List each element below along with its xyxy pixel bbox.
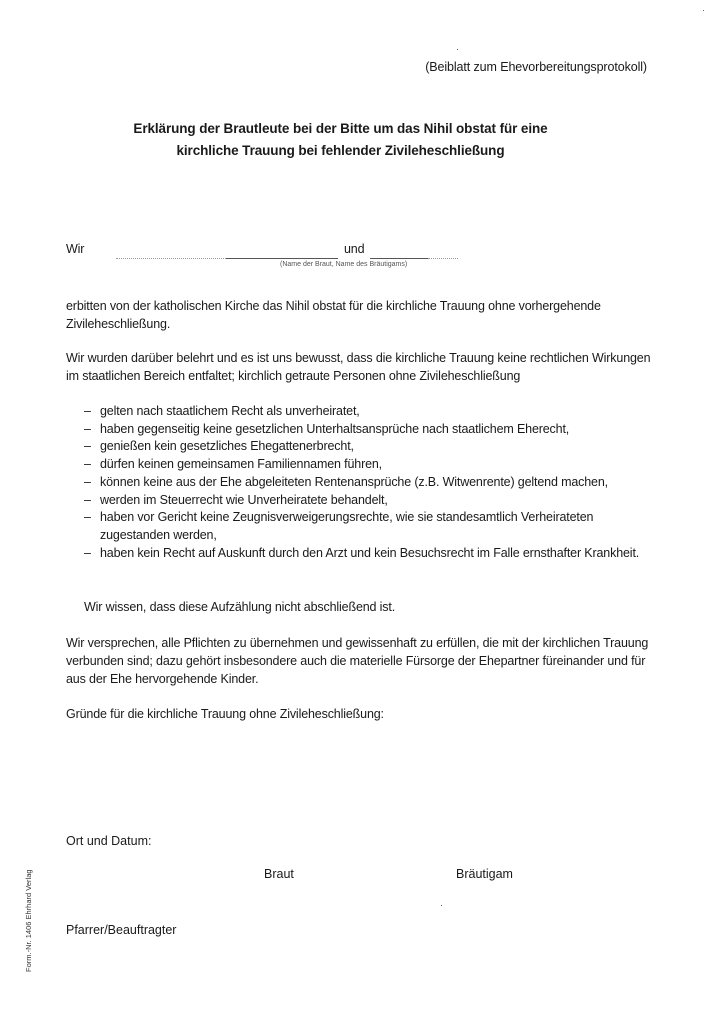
consequences-list: [84, 403, 664, 562]
list-item: – haben gegenseitig keine gesetzlichen Unterhaltsansprüche nach staatlichem Eherecht,: [84, 421, 664, 439]
list-dash: –: [84, 439, 91, 454]
bride-name-line: [226, 258, 338, 259]
scan-speck: [703, 10, 704, 11]
names-hint: (Name der Braut, Name des Bräutigams): [280, 261, 408, 268]
header-note: (Beiblatt zum Ehevorbereitungsprotokoll): [425, 60, 647, 74]
list-dash: –: [84, 510, 91, 525]
informed-paragraph: Wir wurden darüber belehrt und es ist uns bewusst, dass die kirchliche Trauung keine rechtlichen Wirkungen im staatlichen Bereich entfaltet; kirchlich getraute Personen ohne Zivileheschließung: [66, 351, 651, 383]
list-dash: –: [84, 492, 91, 507]
groom-name-dotted-line: [428, 258, 458, 259]
reasons-label: Gründe für die kirchliche Trauung ohne Zivileheschließung:: [66, 707, 384, 721]
list-item: – haben vor Gericht keine Zeugnisverweigerungsrechte, wie sie standesamtlich Verheirateten zugestanden werden,: [84, 510, 594, 542]
document-title-line-1: Erklärung der Brautleute bei der Bitte um das Nihil obstat für eine: [133, 121, 548, 136]
request-paragraph: erbitten von der katholischen Kirche das Nihil obstat für die kirchliche Trauung ohne vorhergehende Zivileheschließung.: [66, 299, 601, 331]
list-dash: –: [84, 474, 91, 489]
scan-speck: [457, 49, 458, 50]
list-dash: –: [84, 421, 91, 436]
list-item: – werden im Steuerrecht wie Unverheiratete behandelt,: [84, 492, 664, 510]
groom-signature-label: Bräutigam: [456, 867, 513, 881]
list-item: – dürfen keinen gemeinsamen Familiennamen führen,: [84, 456, 664, 474]
list-item: – gelten nach staatlichem Recht als unverheiratet,: [84, 403, 664, 421]
list-dash: –: [84, 457, 91, 472]
document-title-line-2: kirchliche Trauung bei fehlender Zivileheschließung: [176, 143, 505, 158]
names-prefix: Wir: [66, 242, 85, 256]
list-item: – haben kein Recht auf Auskunft durch den Arzt und kein Besuchsrecht im Falle ernsthafter Krankheit.: [84, 545, 664, 563]
promise-paragraph: Wir versprechen, alle Pflichten zu übernehmen und gewissenhaft zu erfüllen, die mit der kirchlichen Trauung verbunden sind; dazu gehört insbesondere auch die materielle Fürsorge der Ehepartner füreinander und für aus der Ehe hervorgehende Kinder.: [66, 636, 649, 686]
place-date-label: Ort und Datum:: [66, 834, 152, 848]
bride-name-dotted-line: [116, 258, 226, 259]
scan-speck: [441, 905, 442, 906]
bride-signature-label: Braut: [264, 867, 294, 881]
not-exhaustive-note: Wir wissen, dass diese Aufzählung nicht abschließend ist.: [84, 600, 396, 614]
list-dash: –: [84, 404, 91, 418]
list-dash: –: [84, 545, 91, 560]
list-item: – genießen kein gesetzliches Ehegattenerbrecht,: [84, 438, 664, 456]
groom-name-line: [370, 258, 428, 259]
names-conjunction: und: [344, 242, 365, 256]
pastor-signature-label: Pfarrer/Beauftragter: [66, 923, 177, 937]
form-number-note: Form.-Nr. 1406 Ehrhard Verlag: [24, 869, 33, 972]
list-item: – können keine aus der Ehe abgeleiteten Rentenansprüche (z.B. Witwenrente) geltend machen,: [84, 474, 664, 492]
